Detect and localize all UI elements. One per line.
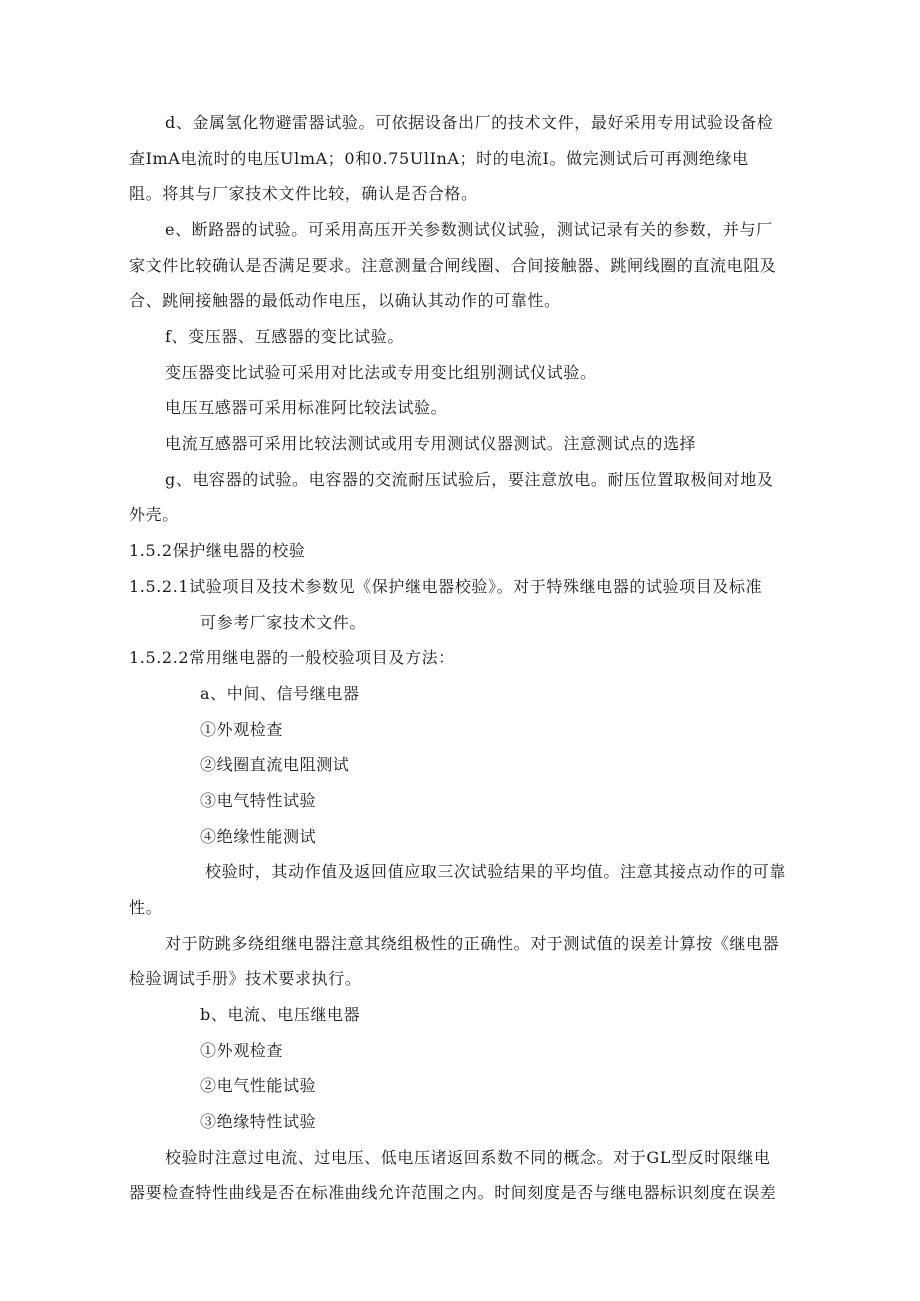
section-1-5-2-1-line-2: 可参考厂家技术文件。	[200, 613, 367, 632]
anti-jump-line-2: 检验调试手册》技术要求执行。	[129, 969, 362, 988]
section-1-5-2-2: 1.5.2.2常用继电器的一般校验项目及方法：	[129, 648, 455, 667]
paragraph-transformer: 变压器变比试验可采用对比法或专用变比组别测试仪试验。	[165, 363, 597, 382]
gl-relay-line-2: 器要检查特性曲线是否在标准曲线允许范围之内。时间刻度是否与继电器标识刻度在误差	[129, 1183, 777, 1202]
paragraph-g-line-2: 外壳。	[129, 505, 179, 524]
item-a-heading: a、中间、信号继电器	[200, 684, 360, 703]
item-a-4: ④绝缘性能测试	[200, 827, 317, 846]
calibration-note-line-1: 校验时，其动作值及返回值应取三次试验结果的平均值。注意其接点动作的可靠	[205, 862, 787, 881]
gl-relay-line-1: 校验时注意过电流、过电压、低电压诸返回系数不同的概念。对于GL型反时限继电	[165, 1148, 771, 1167]
paragraph-e-line-1: e、断路器的试验。可采用高压开关参数测试仪试验，测试记录有关的参数，并与厂	[165, 220, 773, 239]
calibration-note-line-2: 性。	[129, 898, 163, 917]
paragraph-f-heading: f、变压器、互感器的变比试验。	[165, 327, 404, 346]
paragraph-g-line-1: g、电容器的试验。电容器的交流耐压试验后，要注意放电。耐压位置取极间对地及	[165, 470, 774, 489]
paragraph-d-line-1: d、金属氢化物避雷器试验。可依据设备出厂的技术文件，最好采用专用试验设备检	[165, 113, 774, 132]
section-heading-1-5-2: 1.5.2保护继电器的校验	[129, 541, 306, 560]
item-a-2: ②线圈直流电阻测试	[200, 755, 350, 774]
item-b-3: ③绝缘特性试验	[200, 1112, 317, 1131]
paragraph-e-line-3: 合、跳闸接触器的最低动作电压，以确认其动作的可靠性。	[129, 291, 561, 310]
section-1-5-2-1-line-1: 1.5.2.1试验项目及技术参数见《保护继电器校验》。对于特殊继电器的试验项目及标准	[129, 577, 763, 596]
item-b-heading: b、电流、电压继电器	[200, 1005, 361, 1024]
paragraph-d-line-2: 查ImA电流时的电压UlmA；0和0.75UlInA；时的电流I。做完测试后可再测绝缘电	[129, 149, 749, 168]
item-b-1: ①外观检查	[200, 1041, 284, 1060]
item-b-2: ②电气性能试验	[200, 1076, 317, 1095]
item-a-1: ①外观检查	[200, 720, 284, 739]
item-a-3: ③电气特性试验	[200, 791, 317, 810]
paragraph-e-line-2: 家文件比较确认是否满足要求。注意测量合闸线圈、合间接触器、跳闸线圈的直流电阻及	[129, 256, 777, 275]
paragraph-current-transformer: 电流互感器可采用比较法测试或用专用测试仪器测试。注意测试点的选择	[165, 434, 697, 453]
paragraph-voltage-transformer: 电压互感器可采用标准阿比较法试验。	[165, 398, 448, 417]
anti-jump-line-1: 对于防跳多绕组继电器注意其绕组极性的正确性。对于测试值的误差计算按《继电器	[165, 934, 780, 953]
paragraph-d-line-3: 阻。将其与厂家技术文件比较，确认是否合格。	[129, 184, 478, 203]
